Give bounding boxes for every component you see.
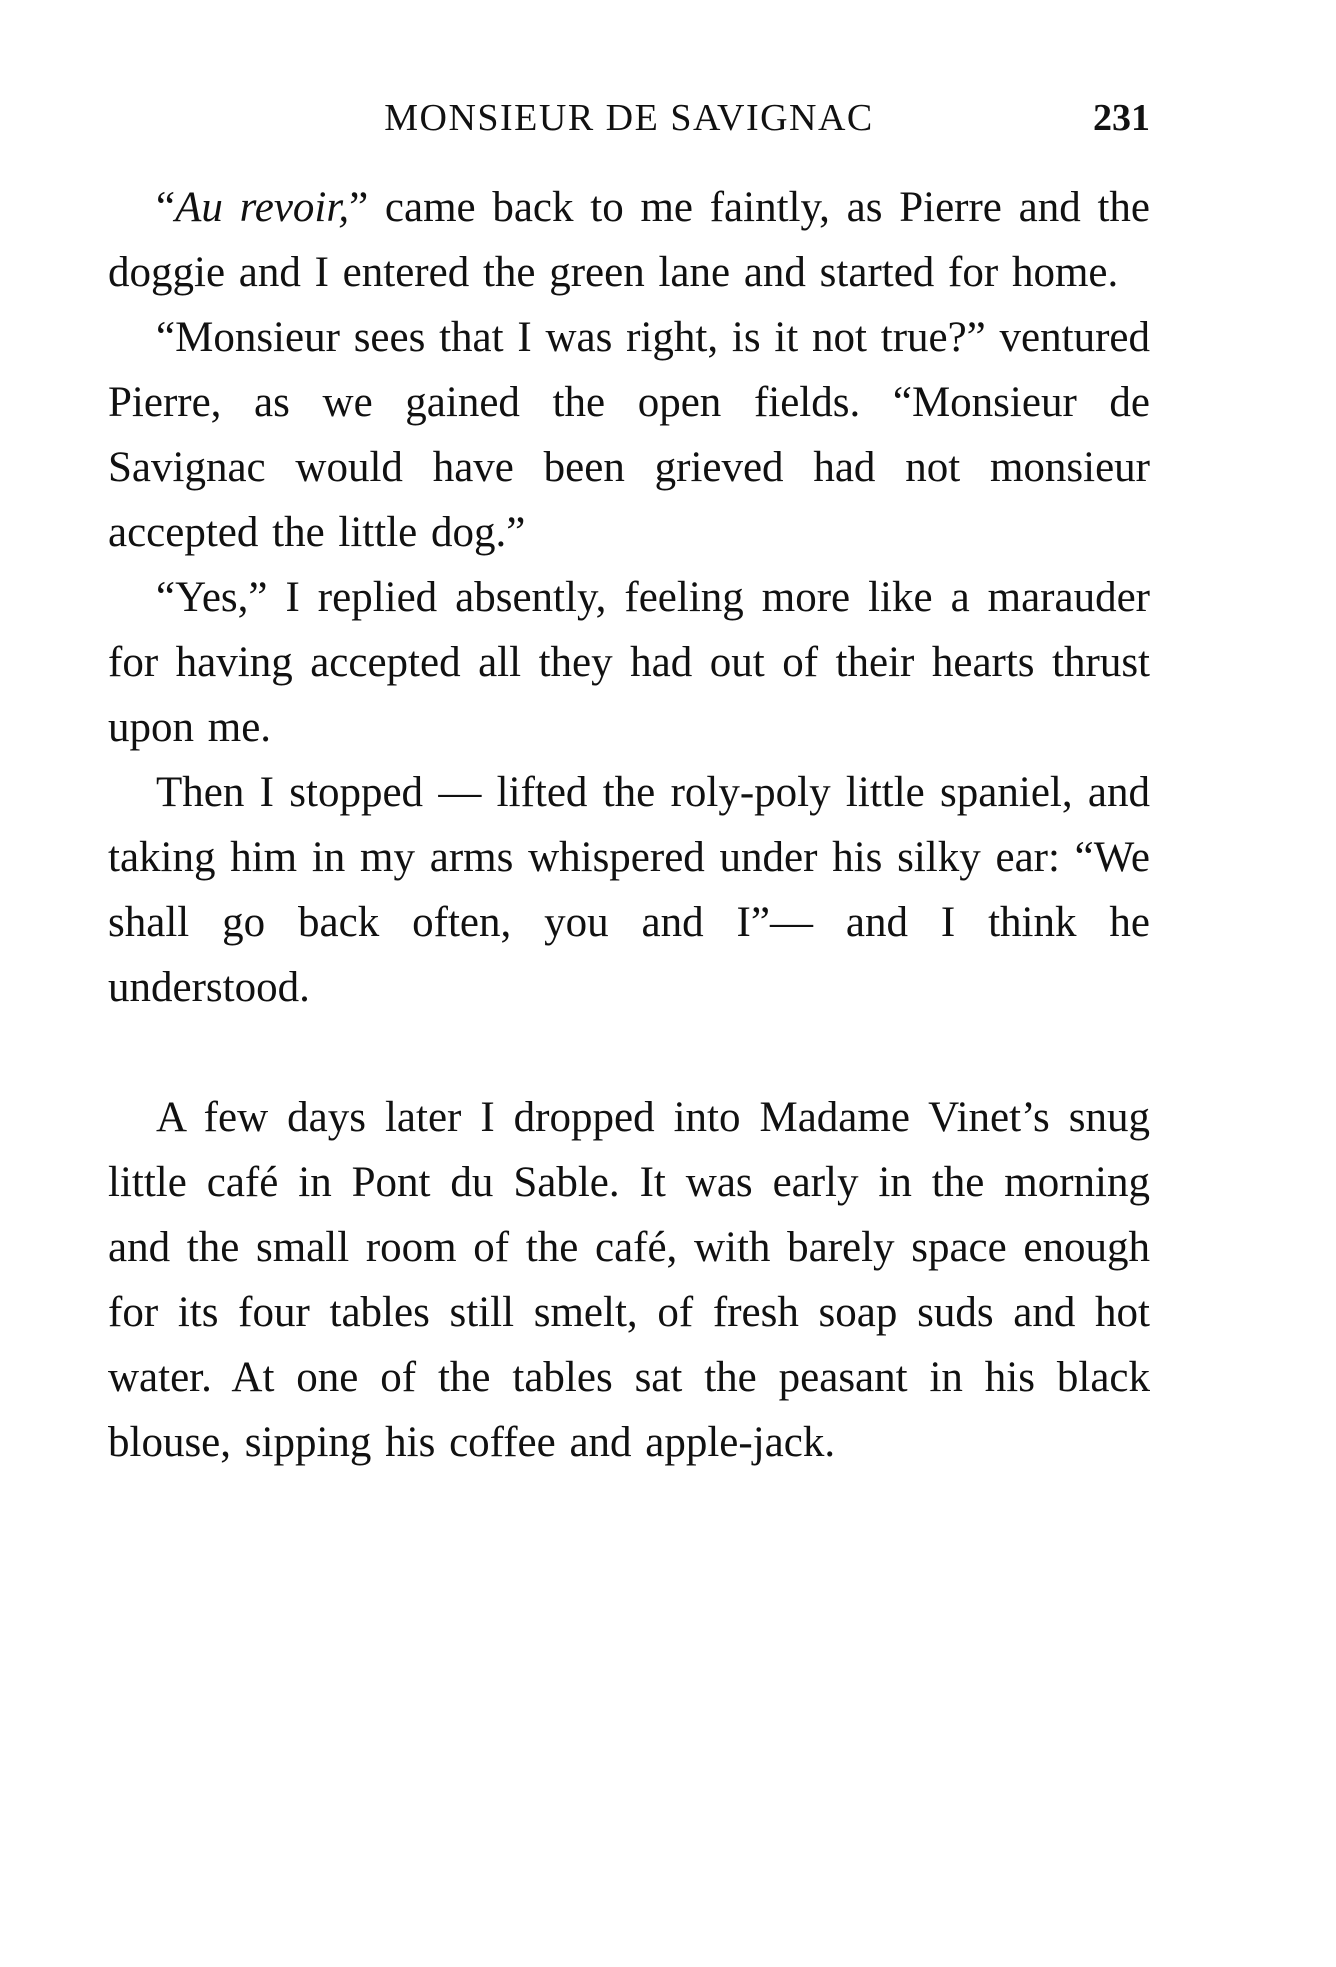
section-break [108,1020,1150,1085]
paragraph-then-stopped: Then I stopped — lifted the roly-poly little spaniel, and taking him in my arms whispered under his silky ear: “We shall go back often, you and I”— and I think he understood. [108,769,1150,1011]
running-title: MONSIEUR DE SAVIGNAC [384,97,874,139]
paragraph-monsieur-sees: “Monsieur sees that I was right, is it not true?” ventured Pierre, as we gained the open fields. “Monsieur de Savignac would have been grieved had not monsieur accepted the little dog.” [108,314,1150,556]
open-quote: “ [156,184,176,231]
paragraph-au-revoir [108,175,1150,305]
paragraph-text: ” came back to me faintly, as Pierre and the doggie and I entered the green lane and started for home. [108,184,1150,296]
page-number: 231 [1093,97,1150,139]
body-text [108,175,1150,1475]
italic-phrase: Au revoir, [175,184,350,231]
paragraph-yes-replied: “Yes,” I replied absently, feeling more like a marauder for having accepted all they had out of their hearts thrust upon me. [108,574,1150,751]
running-head [108,96,1150,156]
paragraph-few-days-later: A few days later I dropped into Madame Vinet’s snug little café in Pont du Sable. It was early in the morning and the small room of the café, with barely space enough for its four tables still smelt, of fresh soap suds and hot water. At one of the tables sat the peasant in his black blouse, sipping his coffee and apple-jack. [108,1094,1150,1466]
